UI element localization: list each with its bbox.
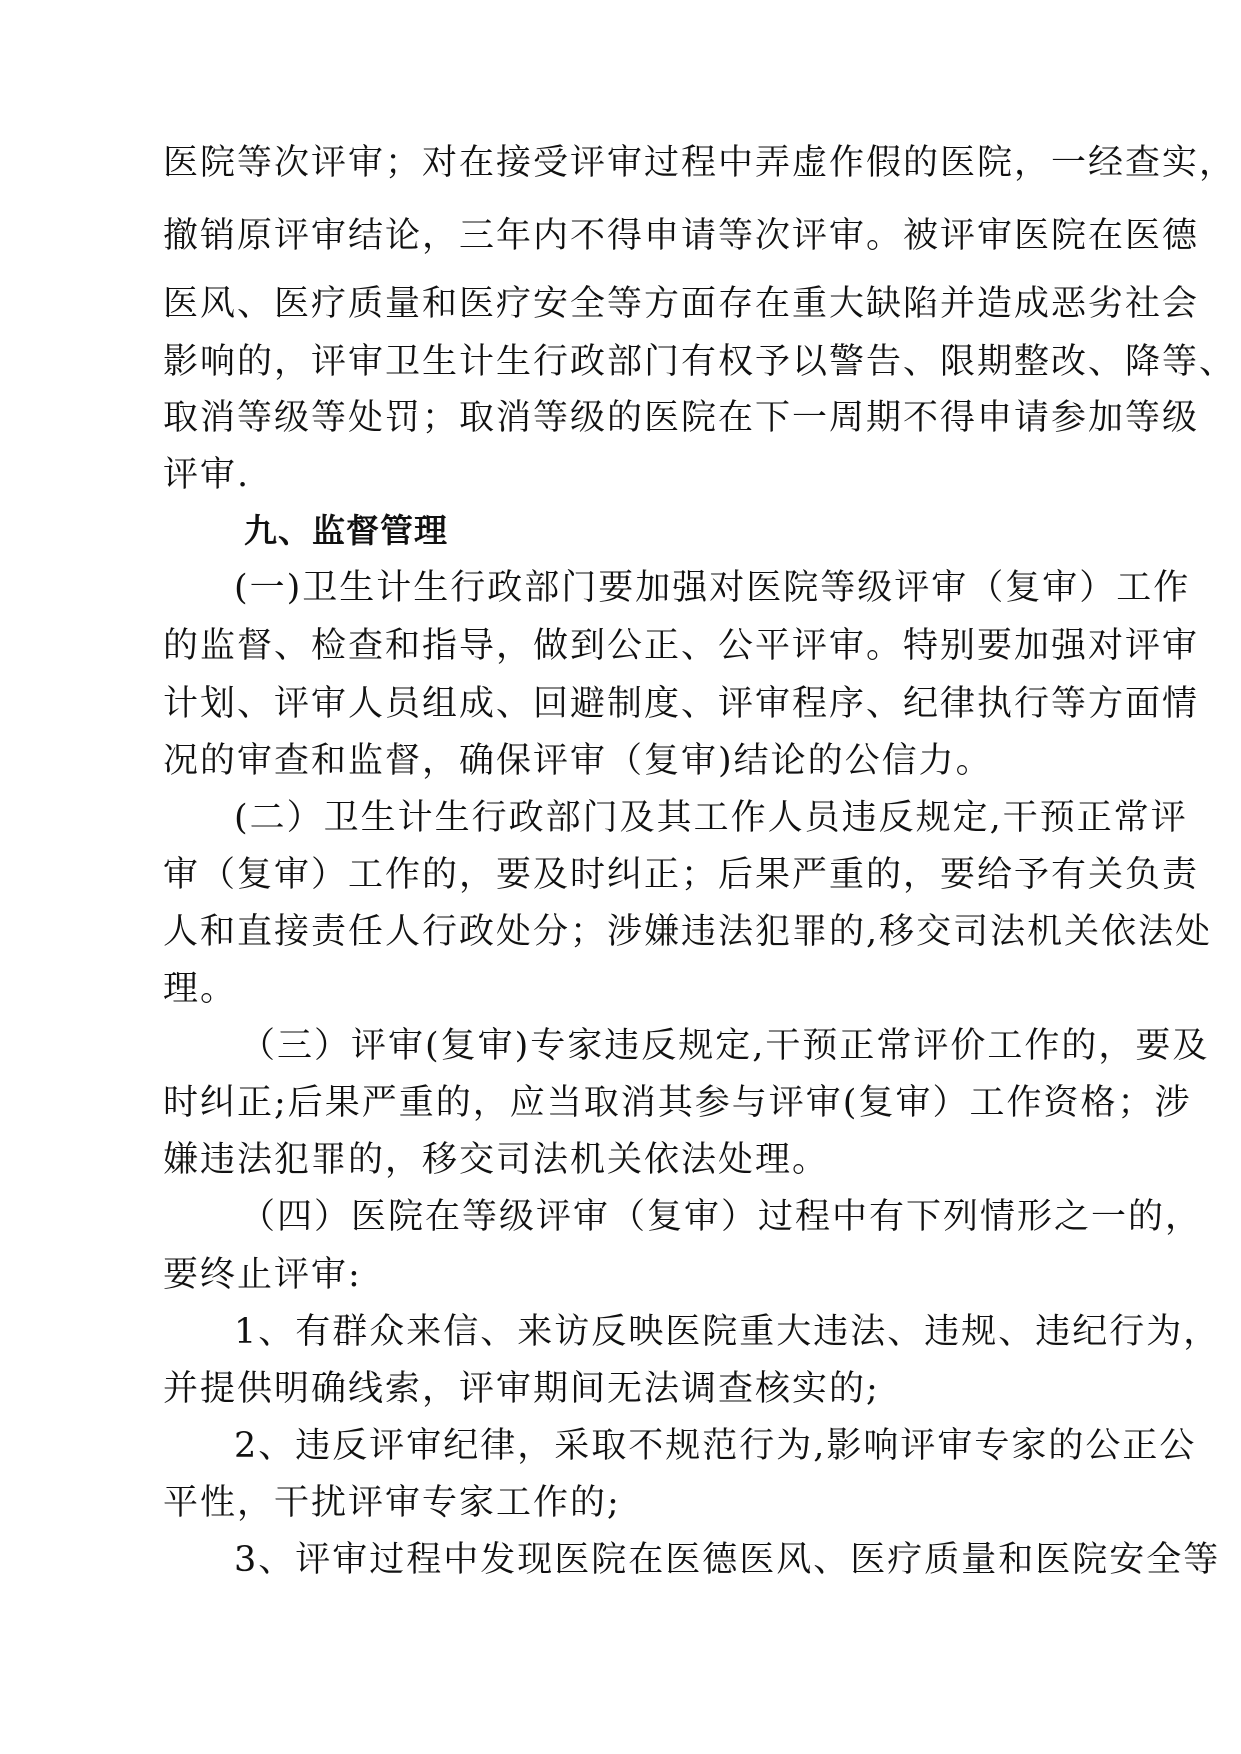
text-line: 理。 bbox=[163, 969, 238, 1009]
text-line: 医院等次评审；对在接受评审过程中弄虚作假的医院，一经查实， bbox=[163, 143, 1237, 183]
text-line: （三）评审(复审)专家违反规定,干预正常评价工作的，要及 bbox=[240, 1026, 1210, 1066]
text-line: 要终止评审: bbox=[163, 1255, 362, 1295]
text-line: 的监督、检查和指导，做到公正、公平评审。特别要加强对评审 bbox=[163, 626, 1200, 666]
text-line: （四）医院在等级评审（复审）过程中有下列情形之一的， bbox=[240, 1197, 1203, 1237]
text-line: (二）卫生计生行政部门及其工作人员违反规定,干预正常评 bbox=[234, 798, 1188, 838]
section-heading: 九、监督管理 bbox=[244, 511, 448, 550]
text-line: 3、评审过程中发现医院在医德医风、医疗质量和医院安全等 bbox=[234, 1540, 1221, 1580]
text-line: 医风、医疗质量和医疗安全等方面存在重大缺陷并造成恶劣社会 bbox=[163, 284, 1200, 324]
text-line: 时纠正;后果严重的，应当取消其参与评审(复审）工作资格；涉 bbox=[163, 1083, 1192, 1123]
text-line: 平性，干扰评审专家工作的; bbox=[163, 1483, 621, 1523]
text-line: 撤销原评审结论，三年内不得申请等次评审。被评审医院在医德 bbox=[163, 216, 1200, 256]
text-line: 2、违反评审纪律，采取不规范行为,影响评审专家的公正公 bbox=[234, 1426, 1197, 1466]
text-line: (一)卫生计生行政部门要加强对医院等级评审（复审）工作 bbox=[234, 568, 1191, 608]
text-line: 取消等级等处罚；取消等级的医院在下一周期不得申请参加等级 bbox=[163, 398, 1200, 438]
text-line: 影响的，评审卫生计生行政部门有权予以警告、限期整改、降等、 bbox=[163, 342, 1237, 382]
text-line: 并提供明确线索，评审期间无法调查核实的; bbox=[163, 1369, 880, 1409]
text-line: 嫌违法犯罪的，移交司法机关依法处理。 bbox=[163, 1140, 830, 1180]
text-line: 况的审查和监督，确保评审（复审)结论的公信力。 bbox=[163, 741, 993, 781]
text-line: 审（复审）工作的，要及时纠正；后果严重的，要给予有关负责 bbox=[163, 855, 1200, 895]
text-line: 人和直接责任人行政处分；涉嫌违法犯罪的,移交司法机关依法处 bbox=[163, 912, 1213, 952]
text-line: 计划、评审人员组成、回避制度、评审程序、纪律执行等方面情 bbox=[163, 684, 1200, 724]
text-line: 1、有群众来信、来访反映医院重大违法、违规、违纪行为， bbox=[234, 1312, 1221, 1352]
text-line: 评审. bbox=[163, 455, 251, 495]
